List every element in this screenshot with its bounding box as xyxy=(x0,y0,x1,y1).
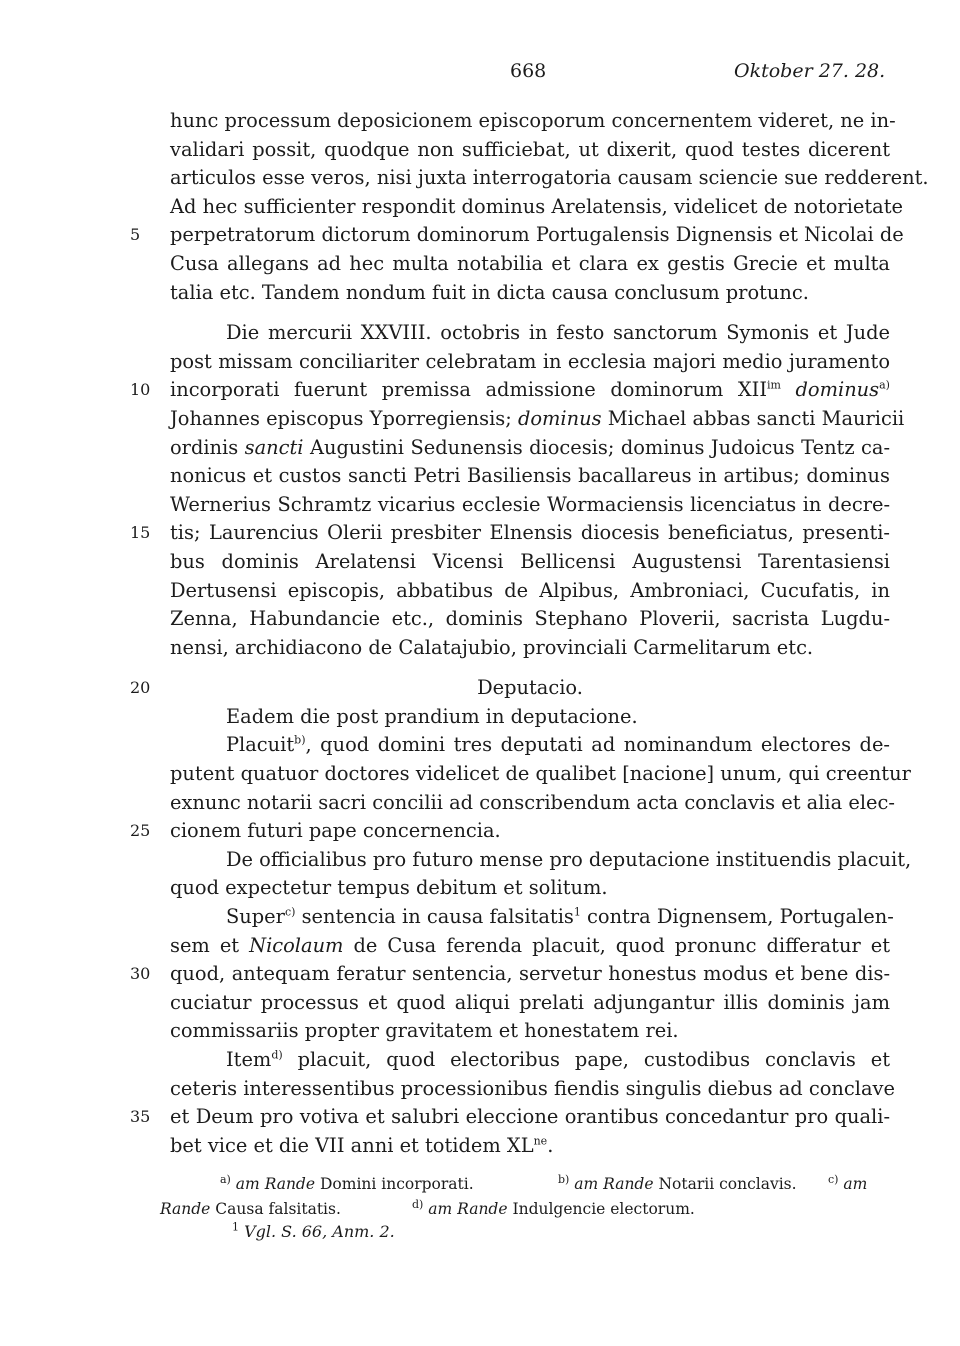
italic-word: dominus xyxy=(795,378,880,402)
text-line xyxy=(170,1132,890,1161)
text-line xyxy=(170,434,890,463)
footnote-c xyxy=(828,1172,867,1197)
text-segment: quod, antequam feratur sentencia, servetur honestus modus et bene dis- xyxy=(170,962,890,986)
line-number: 15 xyxy=(130,523,151,543)
line-number: 20 xyxy=(130,678,151,698)
text-line xyxy=(130,376,890,405)
text-segment: contra Dignensem, Portugalen- xyxy=(587,905,894,929)
footnote-word: Rande xyxy=(603,1175,654,1193)
line-number: 35 xyxy=(130,1107,151,1127)
footnote-c-cont xyxy=(160,1200,341,1218)
text-line: Wernerius Schramtz vicarius ecclesie Wormaciensis licenciatus in decre- xyxy=(170,492,890,516)
footnote-word: Rande xyxy=(160,1200,211,1218)
footnote-mark: 1 xyxy=(232,1220,239,1234)
text-line: nonicus et custos sancti Petri Basiliensis bacallareus in artibus; dominus xyxy=(170,464,890,488)
line-number: 30 xyxy=(130,964,151,984)
italic-word: Nicolaum xyxy=(249,933,344,957)
text-segment: et Deum pro votiva et salubri eleccione orantibus concedantur pro quali- xyxy=(170,1105,890,1129)
main-text xyxy=(130,107,929,1160)
line-number: 5 xyxy=(130,225,141,245)
text-line: bus dominis Arelatensi Vicensi Bellicensi Augustensi Tarentasiensi xyxy=(170,549,890,573)
text-segment: Placuit xyxy=(226,733,295,757)
text-segment: sentencia in causa falsitatis xyxy=(301,905,574,929)
running-head: Oktober 27. 28. xyxy=(734,60,886,82)
footnote-d xyxy=(412,1197,695,1222)
footnote-text: Indulgencie electorum. xyxy=(512,1200,695,1218)
footnote-word: Rande xyxy=(264,1175,316,1193)
italic-word: dominus xyxy=(517,406,602,430)
superscript: im xyxy=(767,378,781,392)
page-header xyxy=(0,56,960,88)
text-segment: incorporati fuerunt premissa admissione dominorum XII xyxy=(170,378,767,402)
italic-word: sancti xyxy=(244,435,304,459)
footnote-b xyxy=(558,1172,797,1197)
footnote-mark: b) xyxy=(558,1172,570,1186)
text-line xyxy=(130,817,890,846)
text-line xyxy=(130,1103,890,1132)
footnote-mark: d) xyxy=(412,1197,424,1211)
text-line xyxy=(130,960,890,989)
footnotes xyxy=(160,1172,892,1222)
footnote-text: Notarii conclavis. xyxy=(658,1175,797,1193)
text-segment: Super xyxy=(226,905,285,929)
footnote-word: am xyxy=(843,1175,868,1193)
text-line: commissariis propter gravitatem et honestatem rei. xyxy=(170,1019,679,1043)
footnote-mark: c) xyxy=(828,1172,839,1186)
text-line: cuciatur processus et quod aliqui prelati adjungantur illis dominis jam xyxy=(170,990,890,1014)
text-line xyxy=(130,221,904,250)
line-number: 25 xyxy=(130,821,151,841)
footnote-mark: a) xyxy=(879,378,890,392)
heading-text: Deputacio. xyxy=(477,676,583,700)
text-segment: tis; Laurencius Olerii presbiter Elnensis diocesis beneficiatus, presenti- xyxy=(170,521,890,545)
text-line: validari possit, quodque non sufficiebat, ut dixerit, quod testes dicerent xyxy=(170,137,890,161)
line-number: 10 xyxy=(130,380,151,400)
text-segment: Michael abbas sancti Mauricii xyxy=(607,406,905,430)
text-line: Die mercurii XXVIII. octobris in festo sanctorum Symonis et Jude xyxy=(226,321,890,345)
superscript: ne xyxy=(533,1134,548,1148)
text-line xyxy=(170,405,905,434)
text-line xyxy=(130,519,890,548)
text-segment: de Cusa ferenda placuit, quod pronunc differatur et xyxy=(353,933,890,957)
footnote-word: am xyxy=(574,1175,599,1193)
text-line: nensi, archidiacono de Calatajubio, provinciali Carmelitarum etc. xyxy=(170,635,814,659)
text-line: exnunc notarii sacri concilii ad conscribendum acta conclavis et alia elec- xyxy=(170,790,895,814)
footnote-a xyxy=(220,1172,474,1197)
text-line xyxy=(170,731,890,760)
text-line: Ad hec sufficienter respondit dominus Arelatensis, videlicet de notorietate xyxy=(170,194,904,218)
reference-text: Vgl. S. 66, Anm. 2. xyxy=(244,1222,395,1241)
text-segment: cionem futuri pape concernencia. xyxy=(170,819,501,843)
text-line: quod expectetur tempus debitum et solitum. xyxy=(170,876,608,900)
footnote-mark: d) xyxy=(271,1048,283,1062)
text-segment: , quod domini tres deputati ad nominandum electores de- xyxy=(305,733,890,757)
page-number: 668 xyxy=(510,60,547,82)
footnote-word: am xyxy=(428,1200,453,1218)
text-line: De officialibus pro futuro mense pro deputacione instituendis placuit, xyxy=(226,847,912,871)
section-heading xyxy=(130,674,890,703)
text-segment: Johannes episcopus Yporregiensis; xyxy=(170,406,512,430)
text-line: talia etc. Tandem nondum fuit in dicta causa conclusum protunc. xyxy=(170,280,809,304)
text-segment: . xyxy=(547,1133,554,1157)
text-line xyxy=(170,1046,890,1075)
text-segment: ordinis xyxy=(170,435,239,459)
text-line xyxy=(170,903,894,932)
text-segment: Augustini Sedunensis diocesis; dominus Judoicus Tentz ca- xyxy=(309,435,890,459)
text-segment: Item xyxy=(226,1048,272,1071)
text-line: post missam conciliariter celebratam in ecclesia majori medio juramento xyxy=(170,349,890,373)
text-line: hunc processum deposicionem episcoporum concernentem videret, ne in- xyxy=(170,109,896,132)
text-segment: placuit, quod electoribus pape, custodibus conclavis et xyxy=(297,1048,891,1071)
footnote-word: am xyxy=(235,1175,260,1193)
footnote-line xyxy=(160,1172,892,1197)
text-line: Zenna, Habundancie etc., dominis Stephano Ploverii, sacrista Lugdu- xyxy=(170,607,890,631)
text-line xyxy=(170,932,890,961)
text-segment: bet vice et die VII anni et totidem XL xyxy=(170,1133,534,1157)
text-line: Cusa allegans ad hec multa notabilia et clara ex gestis Grecie et multa xyxy=(170,251,890,275)
footnote-mark: b) xyxy=(294,734,306,747)
reference-note xyxy=(232,1222,395,1241)
text-line: ceteris interessentibus processionibus fiendis singulis diebus ad conclave xyxy=(170,1076,895,1100)
text-segment: perpetratorum dictorum dominorum Portugalensis Dignensis et Nicolai de xyxy=(170,223,904,247)
text-line: Dertusensi episcopis, abbatibus de Alpibus, Ambroniaci, Cucufatis, in xyxy=(170,578,890,602)
footnote-mark: 1 xyxy=(573,905,581,919)
text-line: Eadem die post prandium in deputacione. xyxy=(226,704,638,728)
footnote-text: Domini incorporati. xyxy=(319,1175,474,1193)
footnote-mark: c) xyxy=(284,905,296,919)
text-line: articulos esse veros, nisi juxta interrogatoria causam sciencie sue redderent. xyxy=(170,166,929,190)
footnote-line xyxy=(160,1197,892,1222)
footnote-mark: a) xyxy=(220,1172,231,1186)
footnote-text: Causa falsitatis. xyxy=(215,1200,341,1218)
footnote-word: Rande xyxy=(457,1200,508,1218)
text-line: putent quatuor doctores videlicet de qualibet [nacione] unum, qui creentur xyxy=(170,762,911,786)
text-segment: sem et xyxy=(170,933,240,957)
